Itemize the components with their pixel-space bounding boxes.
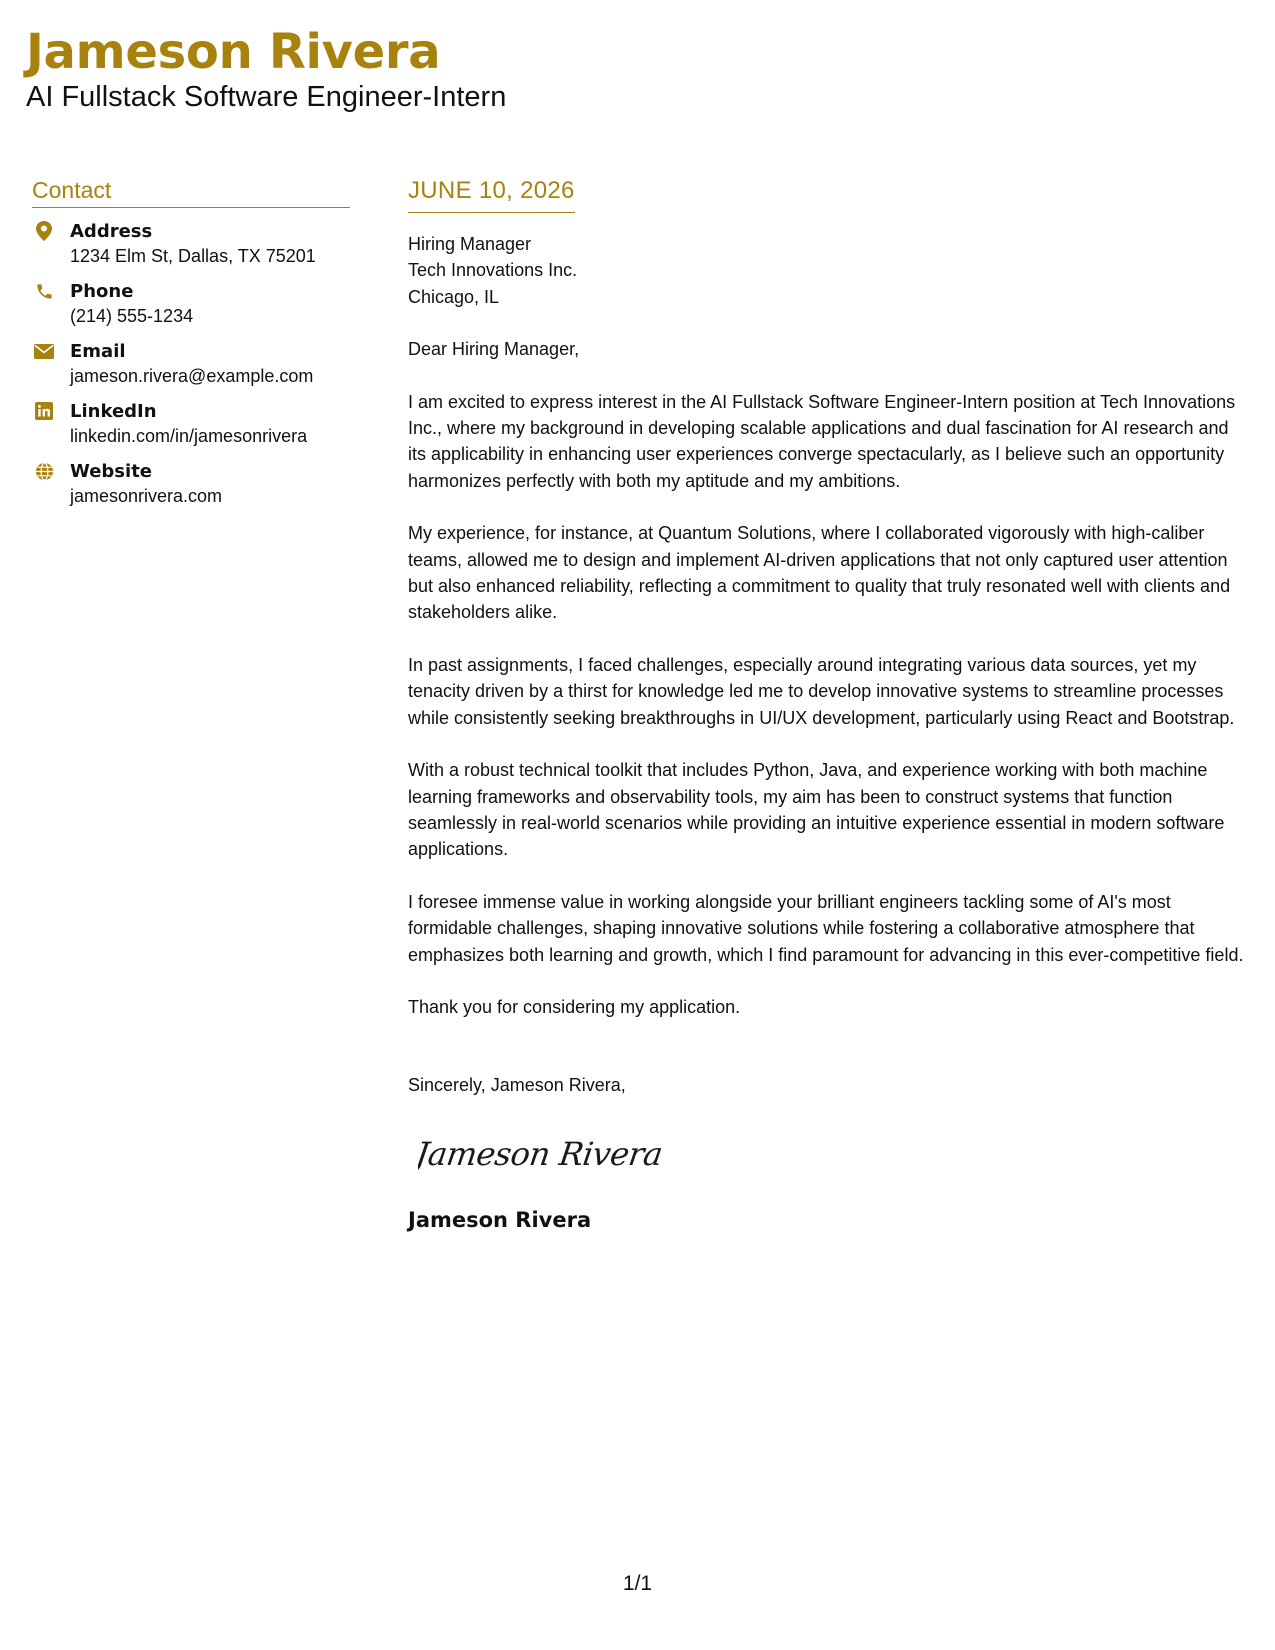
recipient-block (408, 231, 1248, 310)
recipient-company: Tech Innovations Inc. (408, 260, 578, 281)
email-label: Email (70, 341, 126, 362)
email-value: jameson.rivera@example.com (70, 366, 314, 386)
linkedin-value[interactable]: linkedin.com/in/jamesonrivera (70, 426, 308, 446)
paragraph: My experience, for instance, at Quantum Solutions, where I collaborated vigorously with high-caliber teams, allowed me to design and implement AI-driven applications that not only captured user attention but also enhanced reliability, reflecting a commitment to quality that truly resonated well with clients and stakeholders alike. (408, 523, 1231, 623)
linkedin-icon (34, 401, 54, 421)
phone-value: (214) 555-1234 (70, 306, 194, 326)
candidate-name: Jameson Rivera (26, 24, 441, 80)
page-number: 1/1 (622, 1572, 653, 1595)
website-value[interactable]: jamesonrivera.com (70, 486, 223, 506)
salutation: Dear Hiring Manager, (408, 339, 580, 360)
address-value: 1234 Elm St, Dallas, TX 75201 (70, 246, 316, 266)
paragraph: In past assignments, I faced challenges, especially around integrating various data sources, yet my tenacity driven by a thirst for knowledge led me to develop innovative systems to streamline processes while consistently seeking breakthroughs in UI/UX development, particularly using React and Bootstrap. (408, 654, 1235, 728)
linkedin-label: LinkedIn (70, 401, 157, 422)
letter-date: JUNE 10, 2026 (408, 176, 575, 213)
header (26, 24, 506, 114)
contact-sidebar (32, 176, 350, 520)
phone-label: Phone (70, 281, 134, 302)
svg-text:Jameson Rivera: Jameson Rivera (418, 1134, 665, 1173)
contact-item-email (32, 340, 350, 389)
signed-name: Jameson Rivera (408, 1207, 592, 1232)
contact-heading: Contact (32, 176, 350, 208)
recipient-name: Hiring Manager (408, 234, 532, 254)
contact-item-phone (32, 280, 350, 329)
phone-icon (34, 281, 54, 301)
closing-line: Sincerely, Jameson Rivera, (408, 1075, 626, 1096)
contact-list (32, 220, 350, 509)
contact-item-website (32, 460, 350, 509)
job-title: AI Fullstack Software Engineer-Intern (26, 81, 507, 113)
paragraph: With a robust technical toolkit that includes Python, Java, and experience working with both machine learning frameworks and observability tools, my aim has been to construct systems that function seamlessly in real-world scenarios while providing an intuitive experience essential in modern software applications. (408, 760, 1225, 860)
address-label: Address (70, 221, 153, 242)
paragraph: I am excited to express interest in the AI Fullstack Software Engineer-Intern position at Tech Innovations Inc., where my background in developing scalable applications and dual fascination for AI research and its applicability in enhancing user experiences converge spectacularly, as I believe such an opportunity harmonizes perfectly with both my aptitude and my ambitions. (408, 391, 1236, 491)
letter-body (408, 176, 1248, 1234)
contact-item-address (32, 220, 350, 269)
map-pin-icon (34, 221, 54, 241)
paragraph: Thank you for considering my application. (408, 996, 741, 1017)
recipient-location: Chicago, IL (408, 286, 500, 307)
handwritten-signature (418, 1125, 668, 1181)
contact-item-linkedin (32, 400, 350, 449)
website-label: Website (70, 461, 153, 482)
paragraph: I foresee immense value in working alongside your brilliant engineers tackling some of AI's most formidable challenges, shaping innovative solutions while fostering a collaborative atmosphere that emphasizes both learning and growth, which I find paramount for advancing in this ever-competitive field. (408, 891, 1244, 965)
globe-icon (34, 461, 54, 481)
envelope-icon (34, 341, 54, 361)
